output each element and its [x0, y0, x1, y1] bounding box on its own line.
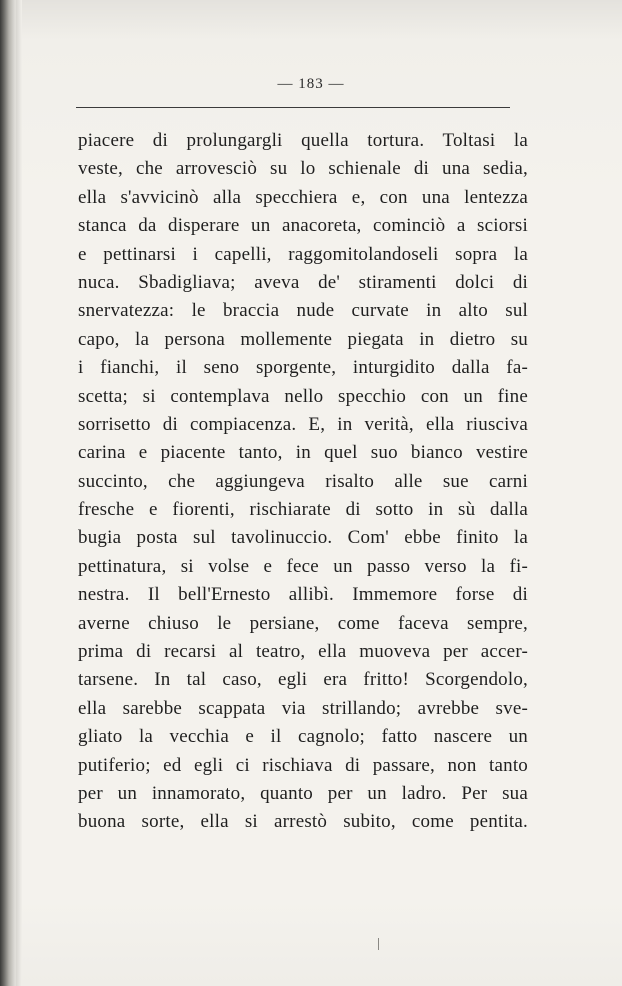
text-line: ella sarebbe scappata via strillando; avrebbe sve-	[78, 697, 528, 719]
text-line: scetta; si contemplava nello specchio con un fine	[78, 385, 528, 407]
text-line: per un innamorato, quanto per un ladro. Per sua	[78, 782, 528, 804]
text-line: ella s'avvicinò alla specchiera e, con una lentezza	[78, 186, 528, 208]
text-line: putiferio; ed egli ci rischiava di passare, non tanto	[78, 754, 528, 776]
page-number: — 183 —	[277, 76, 345, 92]
text-line: averne chiuso le persiane, come faceva sempre,	[78, 612, 528, 634]
text-line: nuca. Sbadigliava; aveva de' stiramenti dolci di	[78, 271, 528, 293]
header-rule	[76, 107, 510, 108]
text-line: bugia posta sul tavolinuccio. Com' ebbe finito la	[78, 527, 528, 549]
paper-mark	[378, 938, 379, 950]
text-line: buona sorte, ella si arrestò subito, come pentita.	[78, 811, 528, 833]
text-line: fresche e fiorenti, rischiarate di sotto in sù dalla	[78, 499, 528, 521]
text-line: prima di recarsi al teatro, ella muoveva per accer-	[78, 641, 528, 663]
text-line: succinto, che aggiungeva risalto alle sue carni	[78, 470, 528, 492]
body-text	[78, 127, 528, 837]
text-line: snervatezza: le braccia nude curvate in alto sul	[78, 300, 528, 322]
text-line: i fianchi, il seno sporgente, inturgidito dalla fa-	[78, 357, 528, 379]
text-line: tarsene. In tal caso, egli era fritto! Scorgendolo,	[78, 669, 528, 691]
text-line: nestra. Il bell'Ernesto allibì. Immemore forse di	[78, 584, 528, 606]
text-line: pettinatura, si volse e fece un passo verso la fi-	[78, 555, 528, 577]
text-line: carina e piacente tanto, in quel suo bianco vestire	[78, 442, 528, 464]
text-line: stanca da disperare un anacoreta, cominciò a sciorsi	[78, 215, 528, 237]
text-line: sorrisetto di compiacenza. E, in verità, ella riusciva	[78, 413, 528, 435]
book-spine-shadow	[0, 0, 16, 986]
text-line: piacere di prolungargli quella tortura. Toltasi la	[78, 130, 528, 151]
text-line: e pettinarsi i capelli, raggomitolandoseli sopra la	[78, 243, 528, 265]
text-line: veste, che arrovesciò su lo schienale di una sedia,	[78, 158, 528, 180]
gutter-shade	[16, 0, 22, 986]
text-line: capo, la persona mollemente piegata in dietro su	[78, 328, 528, 350]
text-line: gliato la vecchia e il cagnolo; fatto nascere un	[78, 726, 528, 748]
